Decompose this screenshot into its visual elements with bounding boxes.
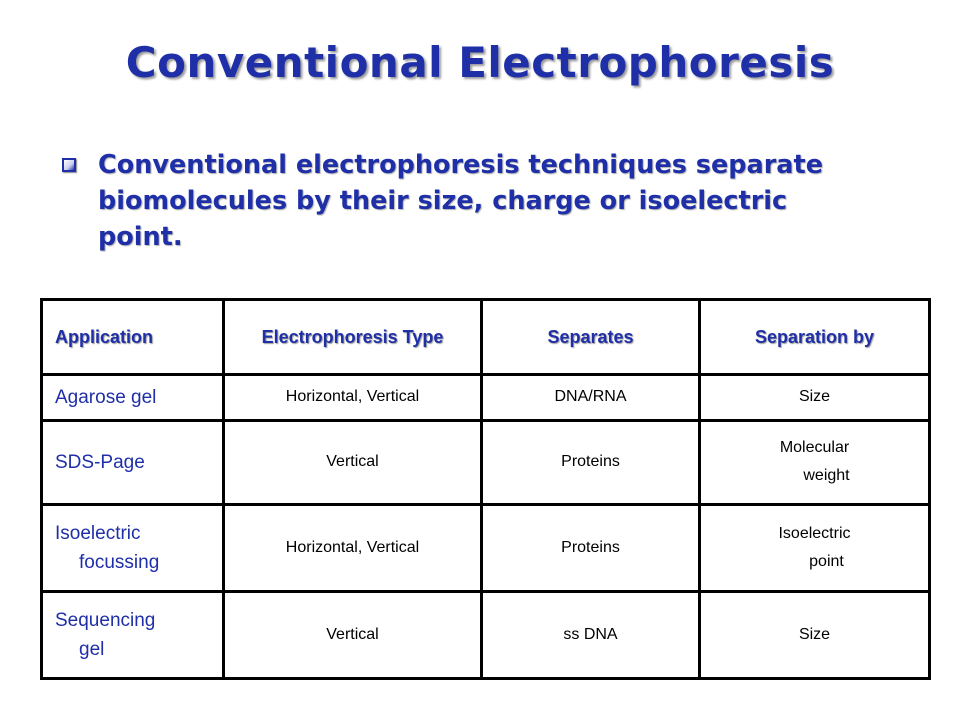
cell-application <box>42 420 224 504</box>
header-separates: Separates <box>482 300 700 375</box>
square-bullet-icon <box>62 158 76 172</box>
separation-by-line-2: weight <box>803 467 850 485</box>
table-row <box>42 420 930 504</box>
bullet-point <box>62 147 862 255</box>
cell-type: Vertical <box>224 591 482 678</box>
cell-separation-by <box>700 591 930 678</box>
cell-type: Vertical <box>224 420 482 504</box>
separation-by-line-1: Size <box>798 625 831 643</box>
cell-separates: ss DNA <box>482 591 700 678</box>
cell-application <box>42 375 224 421</box>
cell-application <box>42 504 224 591</box>
separation-by-line-2: point <box>809 552 844 570</box>
application-line-1: Isoelectric <box>55 522 141 544</box>
header-application: Application <box>42 300 224 375</box>
cell-type: Horizontal, Vertical <box>224 375 482 421</box>
application-line-1: Agarose gel <box>55 386 157 408</box>
table-header-row <box>42 300 930 375</box>
application-line-2: gel <box>79 638 105 660</box>
cell-separates: Proteins <box>482 420 700 504</box>
cell-separates: Proteins <box>482 504 700 591</box>
application-line-1: Sequencing <box>55 609 156 631</box>
bullet-text: Conventional electrophoresis techniques separate biomolecules by their size, charge or isoelectric point. <box>98 150 823 252</box>
table-row <box>42 375 930 421</box>
table-row <box>42 504 930 591</box>
electrophoresis-table <box>40 298 931 680</box>
application-line-1: SDS-Page <box>55 451 145 473</box>
application-line-2: focussing <box>79 551 160 573</box>
cell-separation-by <box>700 420 930 504</box>
header-separation-by: Separation by <box>700 300 930 375</box>
cell-application <box>42 591 224 678</box>
cell-separation-by <box>700 504 930 591</box>
header-electrophoresis-type: Electrophoresis Type <box>224 300 482 375</box>
separation-by-line-1: Molecular <box>779 439 850 457</box>
cell-type: Horizontal, Vertical <box>224 504 482 591</box>
cell-separates: DNA/RNA <box>482 375 700 421</box>
cell-separation-by <box>700 375 930 421</box>
separation-by-line-1: Size <box>798 388 831 406</box>
separation-by-line-1: Isoelectric <box>778 524 851 542</box>
slide-title: Conventional Electrophoresis <box>125 38 835 87</box>
table-row <box>42 591 930 678</box>
